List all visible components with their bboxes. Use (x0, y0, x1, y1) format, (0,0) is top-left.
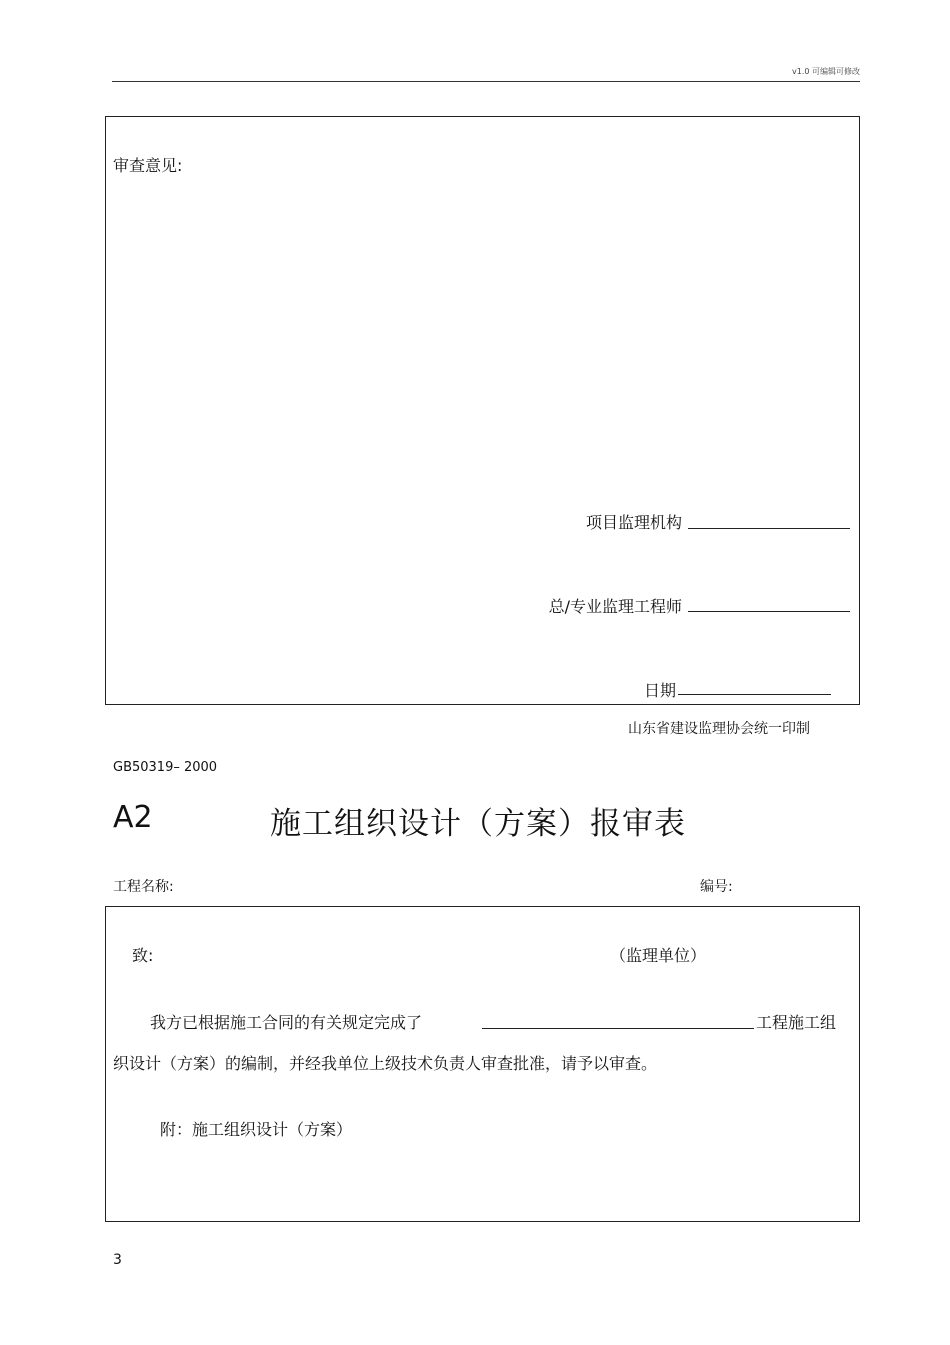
date-line (678, 694, 831, 695)
body-text-line1: 我方已根据施工合同的有关规定完成了 (150, 1013, 423, 1032)
date-label: 日期 (643, 681, 676, 700)
project-blank-line (482, 1028, 754, 1029)
serial-number-label: 编号: (700, 879, 733, 895)
header-rule (112, 81, 860, 82)
supervision-org-line (688, 528, 850, 529)
form-code: A2 (113, 800, 153, 835)
body-text-line1-suffix: 工程施工组 (756, 1013, 837, 1032)
page-number: 3 (113, 1252, 122, 1268)
chief-engineer-label: 总/专业监理工程师 (548, 597, 682, 616)
version-note: v1.0 可编辑可修改 (792, 67, 860, 76)
form-title: 施工组织设计（方案）报审表 (270, 806, 686, 842)
standard-code: GB50319– 2000 (113, 760, 218, 775)
addressee-label: 致: (132, 946, 154, 965)
attachment-note: 附：施工组织设计（方案） (160, 1120, 353, 1139)
supervision-org-label: 项目监理机构 (585, 513, 682, 532)
chief-engineer-line (688, 611, 850, 612)
body-text-line2: 织设计（方案）的编制，并经我单位上级技术负责人审查批准，请予以审查。 (113, 1054, 658, 1073)
review-opinion-label: 审查意见: (113, 156, 183, 175)
supervisor-unit-label: （监理单位） (610, 946, 707, 965)
printed-by-note: 山东省建设监理协会统一印制 (628, 721, 810, 737)
project-name-label: 工程名称: (113, 879, 174, 895)
